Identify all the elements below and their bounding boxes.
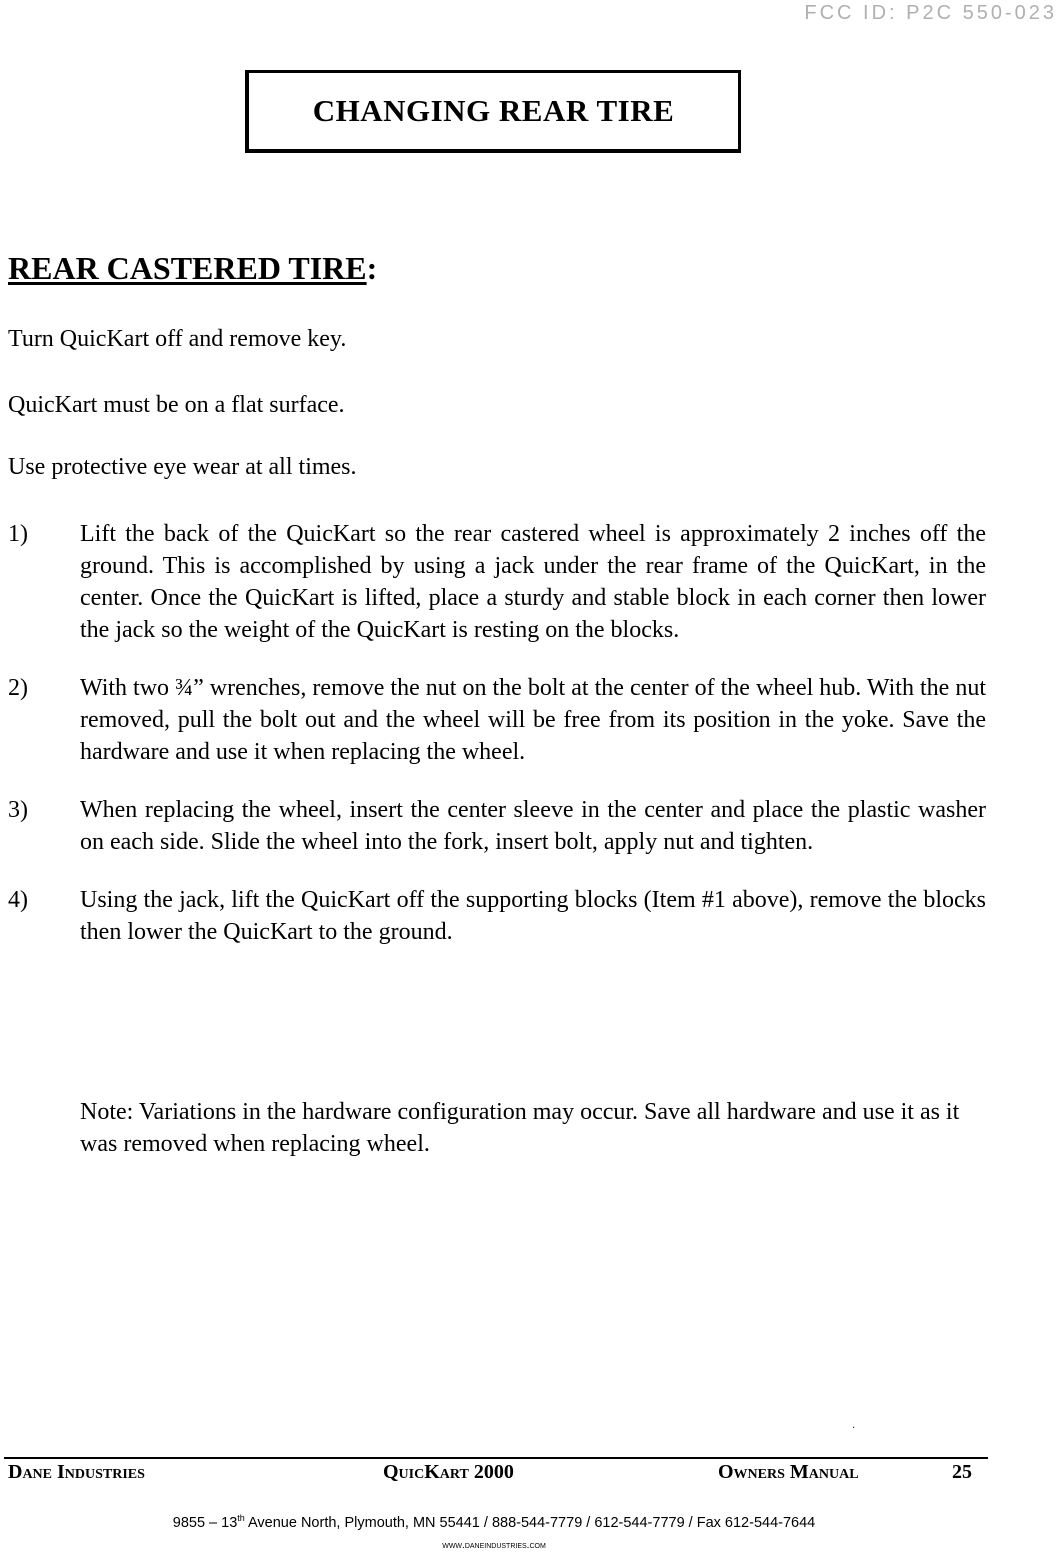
address-street-number: 9855 – 13	[172, 1514, 238, 1531]
section-heading-colon: :	[366, 250, 378, 286]
intro-line-flat-surface: QuicKart must be on a flat surface.	[8, 392, 345, 418]
footer-address	[0, 1513, 988, 1531]
page-title: CHANGING REAR TIRE	[312, 93, 675, 128]
step-item	[8, 672, 986, 768]
step-text: When replacing the wheel, insert the center sleeve in the center and place the plastic washer on each side. Slide the wheel into the fork, insert bolt, apply nut and tighten.	[80, 797, 986, 855]
step-number: 1)	[8, 521, 28, 547]
step-item	[8, 794, 986, 858]
step-number: 3)	[8, 797, 28, 823]
footer-manual: Owners Manual	[718, 1461, 859, 1483]
footer-divider	[4, 1457, 988, 1459]
step-item	[8, 518, 986, 646]
page-title-box	[245, 70, 741, 153]
address-ordinal-suffix: th	[237, 1513, 245, 1523]
hardware-note: Note: Variations in the hardware configuration may occur. Save all hardware and use it as it was removed when replacing wheel.	[80, 1099, 960, 1157]
section-heading	[8, 250, 377, 287]
step-text: Using the jack, lift the QuicKart off the supporting blocks (Item #1 above), remove the blocks then lower the QuicKart to the ground.	[80, 887, 986, 945]
instruction-steps	[8, 518, 986, 974]
intro-line-eye-wear: Use protective eye wear at all times.	[8, 454, 357, 480]
footer-company: Dane Industries	[8, 1461, 145, 1483]
fcc-id-stamp: FCC ID: P2C 550-023	[804, 2, 1057, 24]
footer-tick-mark: ·	[852, 1423, 856, 1434]
step-text: With two ¾” wrenches, remove the nut on the bolt at the center of the wheel hub. With the nut removed, pull the bolt out and the wheel will be free from its position in the yoke. Save the hardware and use it when replacing the wheel.	[80, 675, 986, 765]
footer-website: www.daneindustries.com	[442, 1540, 546, 1551]
intro-line-power-off: Turn QuicKart off and remove key.	[8, 326, 347, 352]
footer-page-number: 25	[952, 1461, 972, 1483]
section-heading-text: REAR CASTERED TIRE	[8, 250, 367, 286]
step-number: 4)	[8, 887, 28, 913]
step-number: 2)	[8, 675, 28, 701]
step-text: Lift the back of the QuicKart so the rear castered wheel is approximately 2 inches off the ground. This is accomplished by using a jack under the rear frame of the QuicKart, in the center. Once the QuicKart is lifted, place a sturdy and stable block in each corner then lower the jack so the weight of the QuicKart is resting on the blocks.	[80, 521, 986, 643]
step-item	[8, 884, 986, 948]
footer-product: QuicKart 2000	[383, 1461, 514, 1483]
address-remainder: Avenue North, Plymouth, MN 55441 / 888-544-7779 / 612-544-7779 / Fax 612-544-7644	[244, 1514, 816, 1531]
